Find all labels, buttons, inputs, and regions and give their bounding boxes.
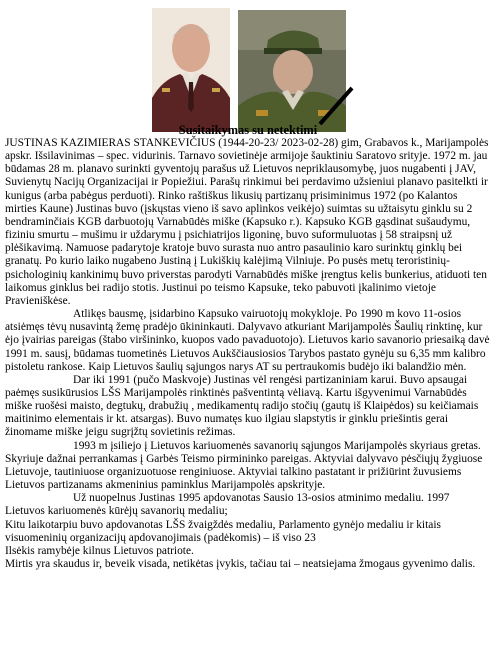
- paragraph-other-awards: Kitu laikotarpiu buvo apdovanotas LŠS žvaigždės medaliu, Parlamento gynėjo medaliu ir kitais visuomeninių organizacijų apdovanojimais (padėkomis) – iš viso 23: [5, 518, 441, 544]
- paragraph-rest-in-peace: Ilsėkis ramybėje kilnus Lietuvos patriote.: [5, 544, 194, 557]
- paragraph-after-sentence: Atlikęs bausmę, įsidarbino Kapsuko vairuotojų mokykloje. Po 1990 m kovo 11-osios atsiėmęs tėvų nusavintą žemę pradėjo ūkininkauti. Dalyvavo atkuriant Marijampolės Šaulių rinktinę, kur ėjo įvairias pareigas (štabo viršininko, kuopos vado pavaduotojo). Lietuvos kario savanorio priesaiką davė 1991 m. sausį, būdamas tuometinės Lietuvos Aukščiausiosios Tarybos pastato gynėju su 6,35 mm kalibro pistoletu rankose. Kaip Lietuvos šaulių sąjungos narys AT su pertraukomis budėjo iki balandžio mėn.: [5, 308, 490, 373]
- paragraph-1991: Dar iki 1991 (pučo Maskvoje) Justinas vėl rengėsi partizaniniam karui. Buvo apsaugai paėmęs susikūrusios LŠS Marijampolės rinktinės pašventintą vėliavą. Kartu išgyvenimui Varnabūdės miške ruošėsi maisto, degtukų, drabužių , medikamentų radijo stočių (gautų iš Klaipėdos) su keičiamais maitinimo elementais ir kt. atsargas). Buvo numatęs kuo ilgiau slapstytis ir ginklu priešintis gerai žinomame miške jeigu sugrįžtų sovietinis režimas.: [5, 373, 479, 439]
- paragraph-biography: JUSTINAS KAZIMIERAS STANKEVIČIUS (1944-20-23/ 2023-02-28) gim, Grabavos k., Marijampolės apskr. Išsilavinimas – spec. vidurinis. Tarnavo sovietinėje armijoje šauktiniu Saratovo srityje. 1972 m. jau būdamas 28 m. planavo surinkti gyventojų parašus už Lietuvos nepriklausomybę, juos nugabenti į JAV, Suvienytų Nacijų Organizacijai ir Popiežiui. Parašų rinkimui bei perdavimo užsieniui planavo pasitelkti ir kunigus (arba pabėgus perduoti). Rinko raštiškus likusių partizanų prisiminimus 1972 (po Kalantos mirties Kaune) Justinas buvo (įskųstas vieno iš savo aplinkos veikėjo) suimtas su užtaisytu ginklu su 2 bendraminčiais KGB darbuotojų Varnabūdės miške (Kapsuko r.). Kapsuko KGB gąsdinat sušaudymu, fiziniu smurtu – mušimu ir uždarymu į psichiatrijos ligoninę, buvo suformuluotas į 58 straipsnį už plėšikavimą. Namuose padarytoje kratoje buvo surasta nuo antro pasaulinio karo surinktų ginklų bei granatų. Po kurio laiko nugabeno Justiną į Lukiškių kalėjimą Vilniuje. Po pusės metų teroristinių-psichologinių kankinimų buvo priverstas parodyti Varnabūdės miške įrengtus kelis bunkerius, atiduoti ten laikomus ginklus bei radijo stotis. Justinui po teismo Kapsuke, teko pabuvoti įkalinimo vietoje Pravieniškėse.: [5, 137, 489, 307]
- mourning-ribbon-icon: [318, 86, 354, 126]
- paragraph-closing: Mirtis yra skaudus ir, beveik visada, netikėtas įvykis, tačiau tai – neatsiejama žmogaus gyvenimo dalis.: [5, 558, 476, 570]
- mourning-ribbon-svg: [318, 86, 354, 126]
- paragraph-1993: 1993 m įsiliejo į Lietuvos kariuomenės savanorių sąjungos Marijampolės skyriaus gretas. Skyriuje dažnai perrankamas į Garbės Teismo pirmininko pareigas. Aktyviai dalyvavo pėsčiųjų žygiuose Lietuvoje, tautiniuose organizuotuose renginiuose. Aktyviai talkino pastatant ir prižiūrint žuvusiems Lietuvos partizanams akmeninius paminklus Marijampolės apskrityje.: [5, 439, 483, 492]
- portrait-photo-uniform: [152, 8, 230, 132]
- page-title: Susitaikymas su netektimi: [178, 123, 318, 137]
- obituary-article: [5, 137, 491, 571]
- photo-strip: [0, 0, 496, 134]
- paragraph-awards: Už nuopelnus Justinas 1995 apdovanotas Sausio 13-osios atminimo medaliu. 1997 Lietuvos kariuomenės kūrėjų savanorių medaliu;: [5, 492, 450, 518]
- portrait-uniform-image: [152, 8, 230, 132]
